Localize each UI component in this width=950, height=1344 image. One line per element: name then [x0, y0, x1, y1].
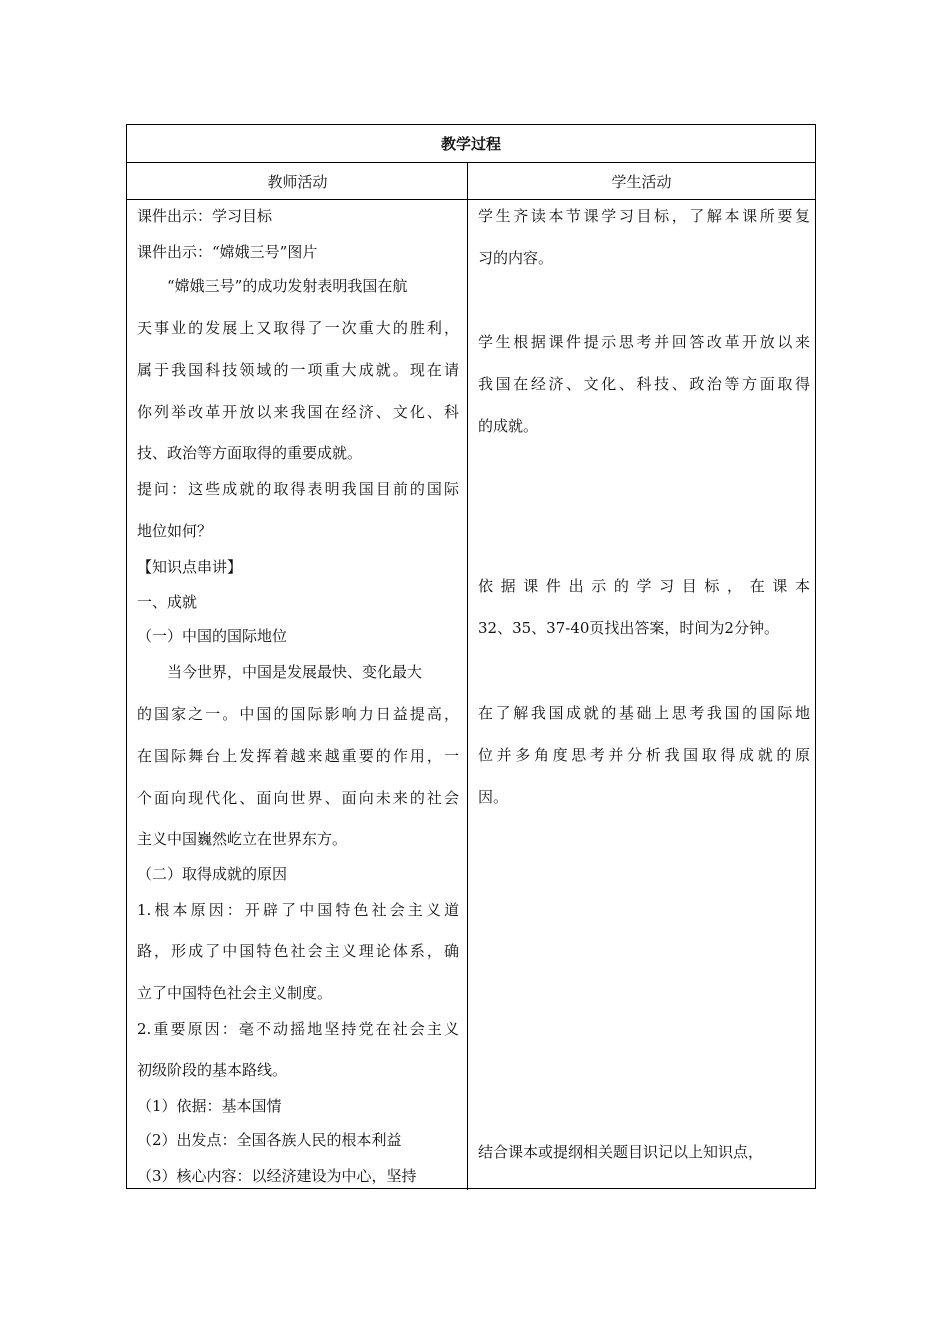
table-header-row — [127, 163, 815, 200]
teacher-line: （2）出发点：全国各族人民的根本利益 — [137, 1131, 402, 1149]
teacher-line: 技、政治等方面取得的重要成就。 — [137, 444, 363, 462]
teacher-line: 在国际舞台上发挥着越来越重要的作用，一 — [137, 747, 459, 765]
student-line: 学生齐读本节课学习目标，了解本课所要复 — [478, 207, 810, 225]
teacher-line: （一）中国的国际地位 — [137, 627, 288, 645]
student-line: 学生根据课件提示思考并回答改革开放以来 — [478, 333, 810, 351]
student-activity-header: 学生活动 — [611, 172, 672, 191]
student-line: 32、35、37-40页找出答案，时间为2分钟。 — [478, 619, 779, 637]
teacher-line: 提问：这些成就的取得表明我国目前的国际 — [137, 480, 459, 498]
teacher-line: （3）核心内容：以经济建设为中心，坚持 — [137, 1167, 417, 1185]
teacher-line: “嫦娥三号”的成功发射表明我国在航 — [167, 277, 408, 295]
teacher-line: （二）取得成就的原因 — [137, 865, 288, 883]
teacher-line: 当今世界，中国是发展最快、变化最大 — [167, 663, 423, 681]
teacher-line: 一、成就 — [137, 593, 198, 611]
teacher-line: 主义中国巍然屹立在世界东方。 — [137, 830, 348, 848]
student-line: 习的内容。 — [478, 249, 554, 267]
student-line: 的成就。 — [478, 417, 539, 435]
teacher-line: 立了中国特色社会主义制度。 — [137, 984, 333, 1002]
teacher-line: 天事业的发展上又取得了一次重大的胜利， — [137, 319, 459, 337]
teacher-line: 的国家之一。中国的国际影响力日益提高， — [137, 705, 459, 723]
teacher-line: 2.重要原因：毫不动摇地坚持党在社会主义 — [137, 1020, 459, 1038]
column-divider — [467, 163, 468, 1190]
teacher-line: 初级阶段的基本路线。 — [137, 1061, 288, 1079]
teacher-line: 路，形成了中国特色社会主义理论体系，确 — [137, 942, 459, 960]
teacher-line: 1.根本原因：开辟了中国特色社会主义道 — [137, 901, 459, 919]
teaching-process-table — [126, 124, 816, 1189]
teacher-line: （1）依据：基本国情 — [137, 1097, 282, 1115]
teacher-line: 你列举改革开放以来我国在经济、文化、科 — [137, 403, 459, 421]
student-line: 我国在经济、文化、科技、政治等方面取得 — [478, 375, 810, 393]
teacher-line: 地位如何？ — [137, 522, 213, 540]
teacher-line: 属于我国科技领域的一项重大成就。现在请 — [137, 361, 459, 379]
teacher-line: 课件出示：学习目标 — [137, 207, 273, 225]
teacher-line: 个面向现代化、面向世界、面向未来的社会 — [137, 789, 459, 807]
student-line: 位并多角度思考并分析我国取得成就的原 — [478, 746, 810, 764]
student-line: 结合课本或提纲相关题目识记以上知识点， — [478, 1143, 764, 1161]
teacher-activity-header: 教师活动 — [267, 172, 328, 191]
table-title: 教学过程 — [127, 125, 815, 163]
student-line: 因。 — [478, 788, 509, 806]
teacher-line: 课件出示：“嫦娥三号”图片 — [137, 243, 318, 261]
student-line: 在了解我国成就的基础上思考我国的国际地 — [478, 704, 810, 722]
student-line: 依据课件出示的学习目标，在课本 — [478, 577, 810, 595]
teacher-line: 【知识点串讲】 — [137, 558, 243, 576]
